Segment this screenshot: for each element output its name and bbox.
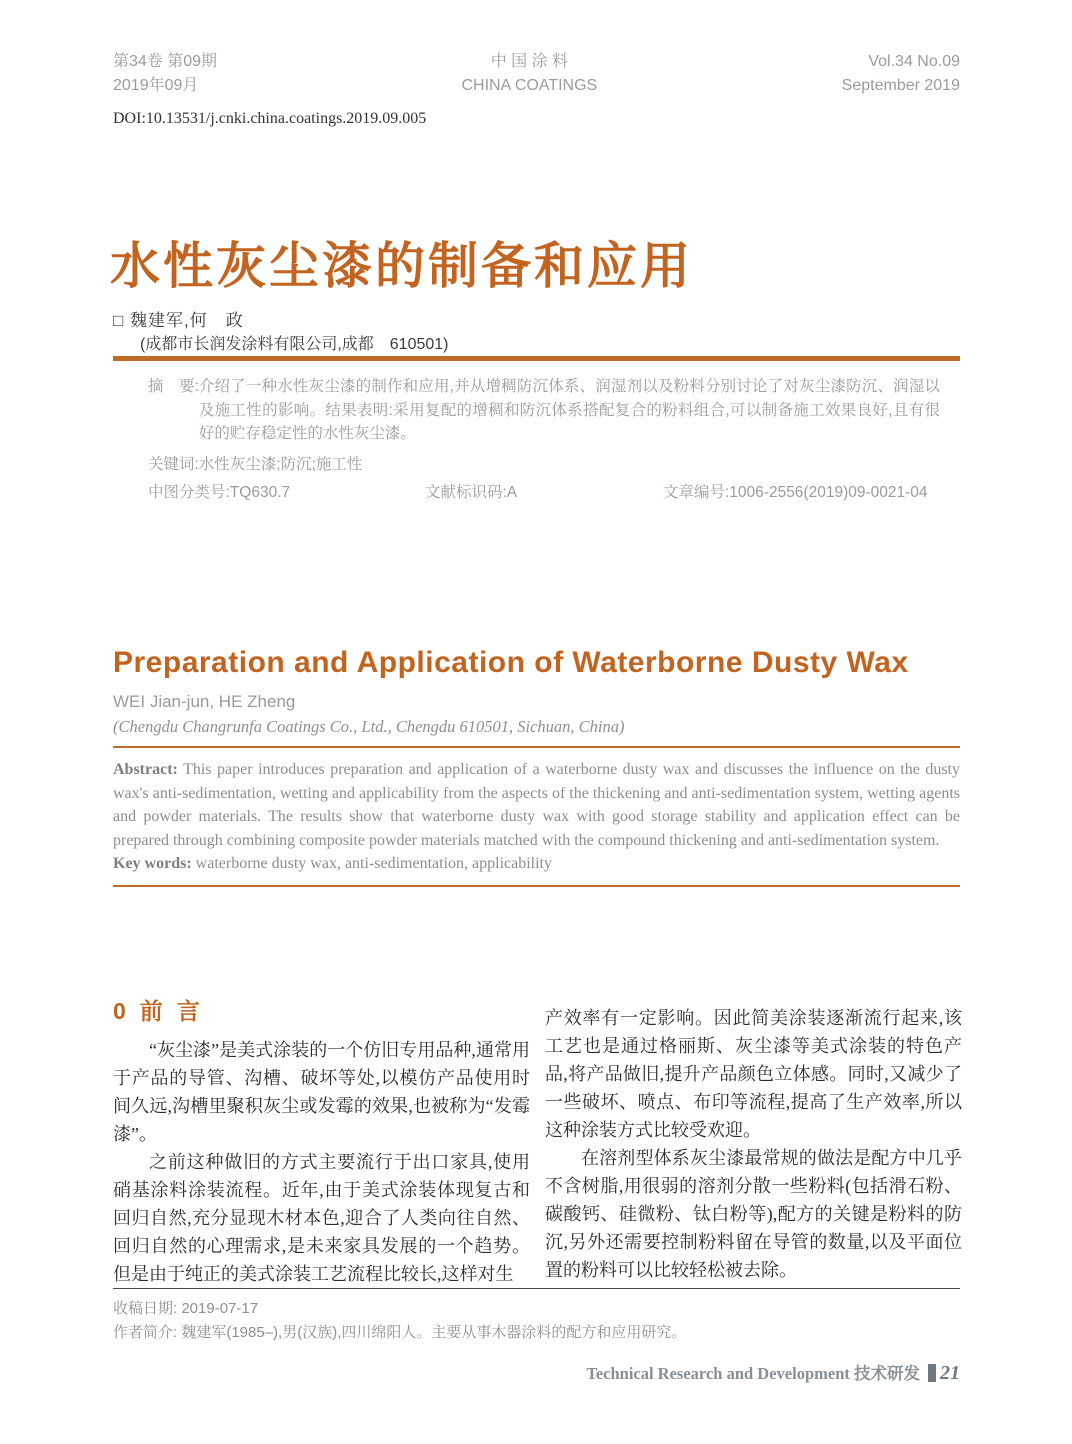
keywords-en [113,852,960,876]
volume-issue-en: Vol.34 No.09 [868,53,960,70]
abstract-cn-label: 摘 要: [148,378,199,395]
header-journal-name [462,50,598,98]
abstract-cn-text: 介绍了一种水性灰尘漆的制作和应用,并从增稠防沉体系、润湿剂以及粉料分别讨论了对灰尘漆防沉、润湿以及施工性的影响。结果表明:采用复配的增稠和防沉体系搭配复合的粉料组合,可以制备施工效果良好,且有很好的贮存稳定性的水性灰尘漆。 [198,378,940,442]
article-title-en: Preparation and Application of Waterborne Dusty Wax [113,646,909,679]
paragraph: “灰尘漆”是美式涂装的一个仿旧专用品种,通常用于产品的导管、沟槽、破坏等处,以模仿产品使用时间久远,沟槽里聚积灰尘或发霉的效果,也被称为“发霉漆”。 [113,1040,530,1144]
date-en: September 2019 [841,77,960,94]
author-bio: 作者简介: 魏建军(1985–),男(汉族),四川绵阳人。主要从事木器涂料的配方和应用研究。 [113,1324,687,1341]
abstract-top-rule [113,746,960,748]
keywords-en-label: Key words: [113,855,192,872]
section-heading [113,996,530,1026]
abstract-cn [148,375,940,446]
page-footer [113,1360,960,1385]
footer-section-label: Technical Research and Development 技术研发 [586,1364,920,1383]
authors-en: WEI Jian-jun, HE Zheng [113,692,296,711]
section-title: 前言 [139,998,214,1024]
affiliation-cn: (成都市长润发涂料有限公司,成都 610501) [140,336,449,353]
article-title-cn: 水性灰尘漆的制备和应用 [110,238,693,294]
authors-cn: □ 魏建军,何 政 [113,311,244,330]
journal-name-en: CHINA COATINGS [461,77,598,94]
page-number: 21 [940,1362,960,1384]
journal-header [113,50,960,98]
keywords-en-text: waterborne dusty wax, anti-sedimentation, applicability [191,855,552,872]
header-issue-info [113,50,217,98]
paragraph: 在溶剂型体系灰尘漆最常规的做法是配方中几乎不含树脂,用很弱的溶剂分散一些粉料(包括滑石粉、碳酸钙、硅微粉、钛白粉等),配方的关键是粉料的防沉,另外还需要控制粉料留在导管的数量,以及平面位置的粉料可以比较轻松被去除。 [545,1148,962,1280]
paragraph: 之前这种做旧的方式主要流行于出口家具,使用硝基涂料涂装流程。近年,由于美式涂装体现复古和回归自然,充分显现木材本色,迎合了人类向往自然、回归自然的心理需求,是未来家具发展的一个趋势。但是由于纯正的美式涂装工艺流程比较长,这样对生 [113,1152,530,1284]
abstract-en [113,758,960,852]
page-number-bar [928,1364,936,1382]
clc-number: 中图分类号:TQ630.7 [148,484,291,501]
footnote-divider [113,1288,960,1289]
section-number: 0 [113,998,126,1024]
received-date: 收稿日期: 2019-07-17 [113,1300,259,1317]
english-section [113,646,960,887]
document-code: 文献标识码:A [425,484,518,501]
doi-line: DOI:10.13531/j.cnki.china.coatings.2019.09.005 [113,110,427,127]
body-column-left [113,996,530,1288]
body-column-right [545,1004,962,1284]
abstract-en-label: Abstract: [113,761,178,778]
title-divider-rule [113,356,960,361]
volume-issue-cn: 第34卷 第09期 [113,53,218,70]
affiliation-en: (Chengdu Changrunfa Coatings Co., Ltd., Chengdu 610501, Sichuan, China) [113,717,625,736]
article-id: 文章编号:1006-2556(2019)09-0021-04 [663,484,928,501]
journal-name-cn: 中 国 涂 料 [490,53,569,70]
classification-row [148,480,940,502]
abstract-bottom-rule [113,885,960,887]
keywords-cn: 关键词:水性灰尘漆;防沉;施工性 [148,456,363,473]
date-cn: 2019年09月 [113,77,199,94]
header-volume-info [842,50,960,98]
footnote-block [113,1297,960,1345]
abstract-en-text: This paper introduces preparation and application of a waterborne dusty wax and discusses the influence on the dusty wax's anti-sedimentation, wetting and applicability from the aspects of the thickening and anti-sedimentation system, wetting agents and powder materials. The results show that waterborne dusty wax with good storage stability and application effect can be prepared through combining composite powder materials matched with the compound thickening and anti-sedimentation system. [113,761,960,849]
paragraph: 产效率有一定影响。因此简美涂装逐渐流行起来,该工艺也是通过格丽斯、灰尘漆等美式涂装的特色产品,将产品做旧,提升产品颜色立体感。同时,又减少了一些破坏、喷点、布印等流程,提高了生产效率,所以这种涂装方式比较受欢迎。 [545,1008,962,1140]
